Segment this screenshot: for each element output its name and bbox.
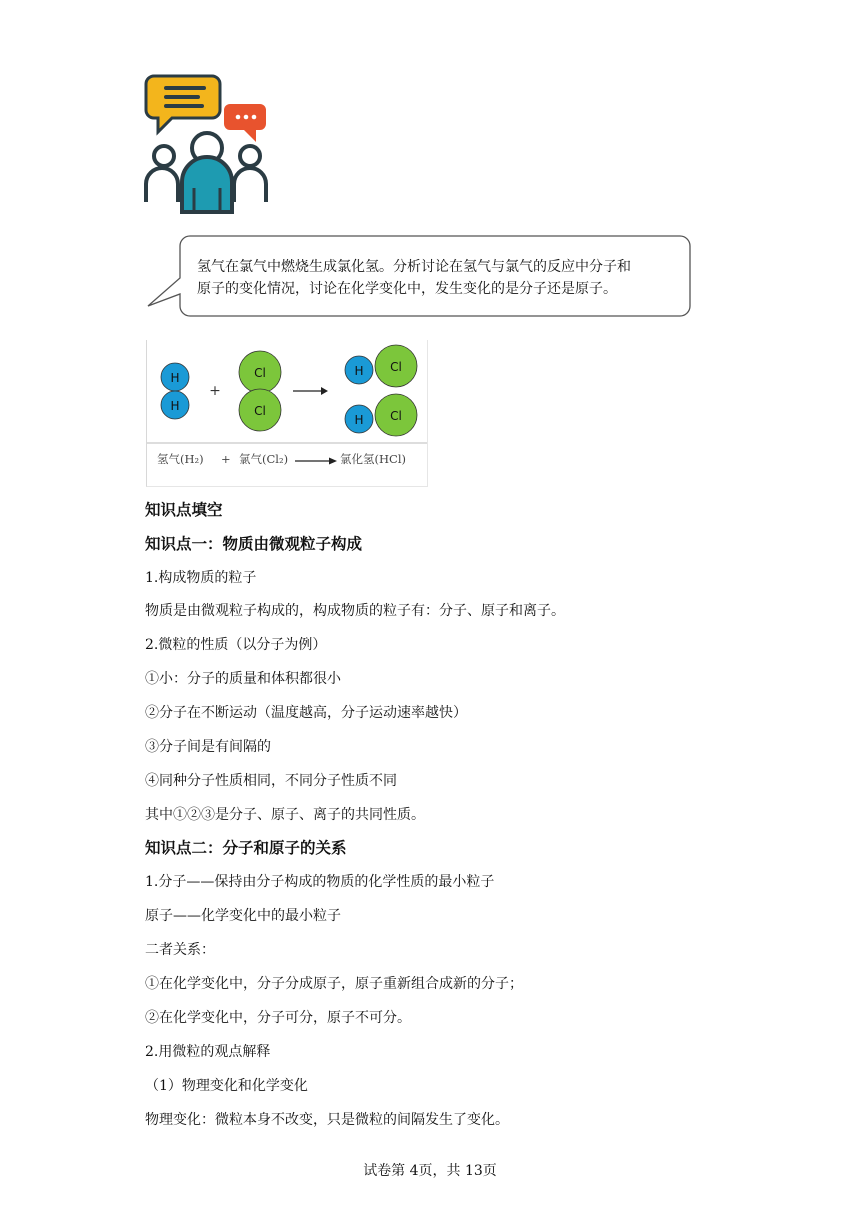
svg-text:H: H (354, 413, 364, 427)
svg-text:H: H (170, 399, 180, 413)
paragraph: ①小：分子的质量和体积都很小 (145, 671, 341, 687)
reaction-arrow (293, 387, 328, 395)
discussion-prompt-line-1: 氢气在氯气中燃烧生成氯化氢。分析讨论在氢气与氯气的反应中分子和 (197, 259, 631, 275)
paragraph: ②分子在不断运动（温度越高，分子运动速率越快） (145, 705, 467, 721)
hydrogen-atom-bottom (161, 391, 189, 419)
equation-chlorine: 氯气(Cl₂) (239, 452, 289, 466)
equation-plus: + (221, 452, 231, 466)
paragraph: 1.构成物质的粒子 (145, 570, 257, 586)
svg-text:Cl: Cl (254, 366, 266, 380)
svg-text:Cl: Cl (254, 404, 266, 418)
hcl-molecule-top (345, 345, 417, 387)
paragraph: 原子——化学变化中的最小粒子 (145, 908, 341, 924)
hcl-molecule-bottom (345, 394, 417, 436)
chlorine-atom-bottom (239, 389, 281, 431)
paragraph: 其中①②③是分子、原子、离子的共同性质。 (145, 807, 425, 823)
paragraph: ③分子间是有间隔的 (145, 739, 271, 755)
equation-hydrogen: 氢气(H₂) (157, 452, 204, 466)
knowledge-point-1-title: 知识点一：物质由微观粒子构成 (145, 535, 363, 553)
chlorine-atom-top (239, 351, 281, 393)
paragraph: ④同种分子性质相同，不同分子性质不同 (145, 773, 397, 789)
equation-hcl: 氯化氢(HCl) (340, 452, 406, 466)
plus-sign: + (209, 383, 221, 399)
knowledge-point-2-title: 知识点二：分子和原子的关系 (145, 839, 347, 857)
svg-text:Cl: Cl (390, 409, 402, 423)
svg-text:Cl: Cl (390, 360, 402, 374)
hydrogen-atom-top (161, 363, 189, 391)
page-footer: 试卷第 4页，共 13页 (363, 1163, 497, 1179)
reaction-figure (146, 340, 428, 487)
paragraph: 物理变化：微粒本身不改变，只是微粒的间隔发生了变化。 (145, 1112, 509, 1128)
paragraph: 物质是由微观粒子构成的，构成物质的粒子有：分子、原子和离子。 (145, 603, 565, 619)
svg-text:H: H (170, 371, 180, 385)
paragraph: 2.用微粒的观点解释 (145, 1044, 271, 1060)
equation-arrow (295, 458, 337, 465)
paragraph: 二者关系： (145, 942, 215, 958)
paragraph: 1.分子——保持由分子构成的物质的化学性质的最小粒子 (145, 874, 495, 890)
svg-text:H: H (354, 364, 364, 378)
discussion-group-icon (140, 70, 280, 220)
paragraph: （1）物理变化和化学变化 (145, 1078, 308, 1094)
paragraph: ②在化学变化中，分子可分，原子不可分。 (145, 1010, 411, 1026)
discussion-prompt-line-2: 原子的变化情况，讨论在化学变化中，发生变化的是分子还是原子。 (197, 281, 617, 297)
paragraph: ①在化学变化中，分子分成原子，原子重新组合成新的分子； (145, 976, 523, 992)
paragraph: 2.微粒的性质（以分子为例） (145, 637, 327, 653)
section-title: 知识点填空 (145, 501, 223, 519)
